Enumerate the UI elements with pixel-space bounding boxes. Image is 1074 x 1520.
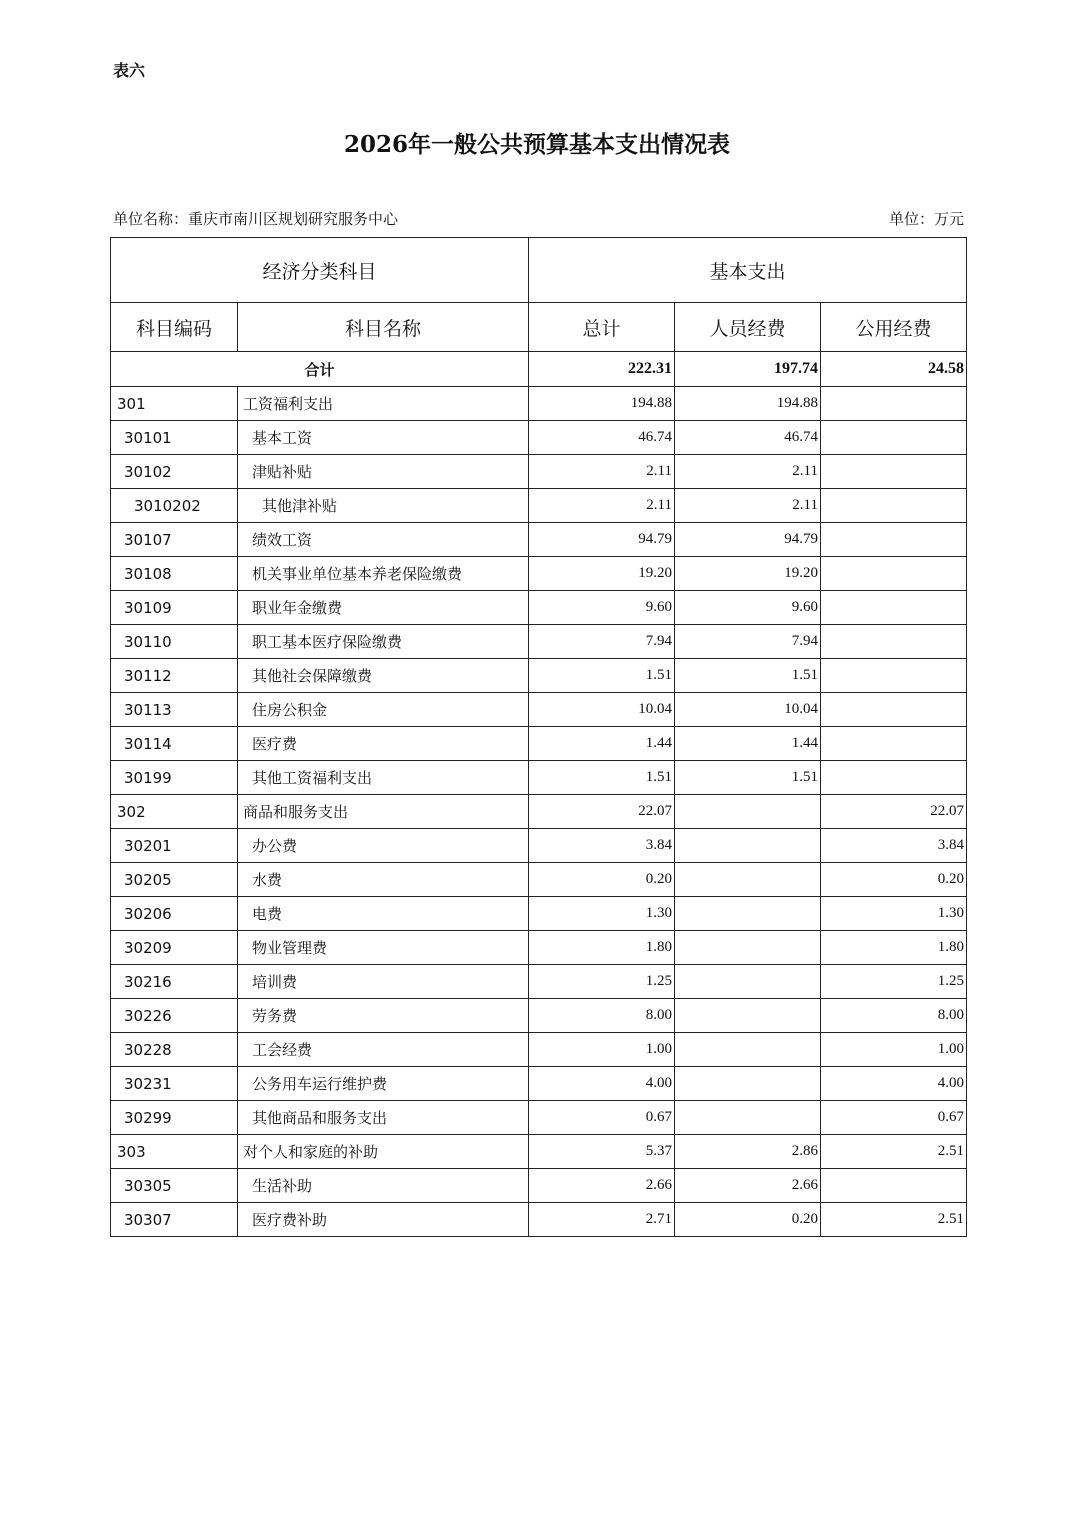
page-title: 2026年一般公共预算基本支出情况表 bbox=[343, 131, 730, 158]
row-personnel: 194.88 bbox=[675, 387, 821, 421]
row-personnel bbox=[675, 999, 821, 1033]
table-row bbox=[111, 421, 967, 455]
row-personnel: 2.66 bbox=[675, 1169, 821, 1203]
row-name: 住房公积金 bbox=[238, 693, 529, 727]
row-personnel bbox=[675, 863, 821, 897]
row-total: 3.84 bbox=[529, 829, 675, 863]
row-code: 30307 bbox=[111, 1203, 238, 1237]
row-public bbox=[821, 455, 967, 489]
row-total: 22.07 bbox=[529, 795, 675, 829]
row-public: 4.00 bbox=[821, 1067, 967, 1101]
table-row bbox=[111, 1169, 967, 1203]
row-code: 30109 bbox=[111, 591, 238, 625]
row-name: 其他社会保障缴费 bbox=[238, 659, 529, 693]
row-personnel: 2.86 bbox=[675, 1135, 821, 1169]
row-personnel bbox=[675, 931, 821, 965]
row-code: 30114 bbox=[111, 727, 238, 761]
row-personnel bbox=[675, 1067, 821, 1101]
row-total: 2.11 bbox=[529, 489, 675, 523]
row-code: 30110 bbox=[111, 625, 238, 659]
row-code: 30216 bbox=[111, 965, 238, 999]
row-public: 8.00 bbox=[821, 999, 967, 1033]
table-row bbox=[111, 591, 967, 625]
row-total: 2.11 bbox=[529, 455, 675, 489]
row-code: 30205 bbox=[111, 863, 238, 897]
header-basic-expenditure: 基本支出 bbox=[529, 238, 967, 303]
row-public bbox=[821, 523, 967, 557]
row-total: 0.67 bbox=[529, 1101, 675, 1135]
header-name: 科目名称 bbox=[238, 303, 529, 352]
row-personnel: 1.44 bbox=[675, 727, 821, 761]
header-row-columns bbox=[111, 303, 967, 352]
row-code: 30108 bbox=[111, 557, 238, 591]
row-total: 19.20 bbox=[529, 557, 675, 591]
header-personnel: 人员经费 bbox=[675, 303, 821, 352]
header-total: 总计 bbox=[529, 303, 675, 352]
row-personnel: 46.74 bbox=[675, 421, 821, 455]
row-name: 职工基本医疗保险缴费 bbox=[238, 625, 529, 659]
row-code: 30206 bbox=[111, 897, 238, 931]
row-code: 30299 bbox=[111, 1101, 238, 1135]
table-row bbox=[111, 489, 967, 523]
total-row bbox=[111, 352, 967, 387]
header-code: 科目编码 bbox=[111, 303, 238, 352]
row-name: 其他津补贴 bbox=[238, 489, 529, 523]
row-personnel bbox=[675, 897, 821, 931]
row-total: 7.94 bbox=[529, 625, 675, 659]
row-total: 1.51 bbox=[529, 659, 675, 693]
row-name: 医疗费补助 bbox=[238, 1203, 529, 1237]
row-public: 1.30 bbox=[821, 897, 967, 931]
currency-unit: 单位：万元 bbox=[888, 210, 964, 228]
table-row bbox=[111, 455, 967, 489]
row-public: 22.07 bbox=[821, 795, 967, 829]
row-personnel bbox=[675, 795, 821, 829]
table-row bbox=[111, 1067, 967, 1101]
row-code: 30305 bbox=[111, 1169, 238, 1203]
header-row-group bbox=[111, 238, 967, 303]
header-economic-category: 经济分类科目 bbox=[111, 238, 529, 303]
row-code: 301 bbox=[111, 387, 238, 421]
row-name: 津贴补贴 bbox=[238, 455, 529, 489]
row-public bbox=[821, 591, 967, 625]
row-public bbox=[821, 1169, 967, 1203]
row-name: 绩效工资 bbox=[238, 523, 529, 557]
row-public bbox=[821, 625, 967, 659]
row-total: 1.44 bbox=[529, 727, 675, 761]
row-name: 其他工资福利支出 bbox=[238, 761, 529, 795]
row-code: 303 bbox=[111, 1135, 238, 1169]
row-public bbox=[821, 659, 967, 693]
row-code: 30209 bbox=[111, 931, 238, 965]
row-personnel: 1.51 bbox=[675, 761, 821, 795]
row-name: 工会经费 bbox=[238, 1033, 529, 1067]
table-row bbox=[111, 387, 967, 421]
row-total: 9.60 bbox=[529, 591, 675, 625]
row-name: 公务用车运行维护费 bbox=[238, 1067, 529, 1101]
row-personnel bbox=[675, 965, 821, 999]
row-name: 机关事业单位基本养老保险缴费 bbox=[238, 557, 529, 591]
row-public bbox=[821, 421, 967, 455]
table-row bbox=[111, 761, 967, 795]
row-name: 培训费 bbox=[238, 965, 529, 999]
row-public bbox=[821, 557, 967, 591]
table-row bbox=[111, 557, 967, 591]
table-row bbox=[111, 693, 967, 727]
row-name: 办公费 bbox=[238, 829, 529, 863]
row-public bbox=[821, 761, 967, 795]
table-row bbox=[111, 1203, 967, 1237]
row-personnel: 2.11 bbox=[675, 455, 821, 489]
budget-table bbox=[110, 237, 967, 1237]
row-personnel bbox=[675, 829, 821, 863]
row-personnel: 94.79 bbox=[675, 523, 821, 557]
row-name: 其他商品和服务支出 bbox=[238, 1101, 529, 1135]
row-personnel bbox=[675, 1101, 821, 1135]
row-personnel: 7.94 bbox=[675, 625, 821, 659]
row-personnel bbox=[675, 1033, 821, 1067]
header-public: 公用经费 bbox=[821, 303, 967, 352]
row-total: 5.37 bbox=[529, 1135, 675, 1169]
total-amount: 222.31 bbox=[529, 352, 675, 387]
row-total: 1.80 bbox=[529, 931, 675, 965]
row-code: 30113 bbox=[111, 693, 238, 727]
unit-name: 单位名称：重庆市南川区规划研究服务中心 bbox=[113, 210, 399, 228]
table-row bbox=[111, 965, 967, 999]
row-code: 30226 bbox=[111, 999, 238, 1033]
row-public: 1.25 bbox=[821, 965, 967, 999]
row-public bbox=[821, 489, 967, 523]
row-total: 194.88 bbox=[529, 387, 675, 421]
row-code: 30228 bbox=[111, 1033, 238, 1067]
row-code: 30201 bbox=[111, 829, 238, 863]
row-name: 劳务费 bbox=[238, 999, 529, 1033]
row-total: 1.30 bbox=[529, 897, 675, 931]
row-personnel: 10.04 bbox=[675, 693, 821, 727]
row-name: 医疗费 bbox=[238, 727, 529, 761]
row-public: 2.51 bbox=[821, 1135, 967, 1169]
row-name: 工资福利支出 bbox=[238, 387, 529, 421]
table-row bbox=[111, 727, 967, 761]
row-name: 物业管理费 bbox=[238, 931, 529, 965]
row-personnel: 9.60 bbox=[675, 591, 821, 625]
row-total: 2.71 bbox=[529, 1203, 675, 1237]
table-number: 表六 bbox=[113, 61, 146, 80]
table-row bbox=[111, 829, 967, 863]
row-public: 0.20 bbox=[821, 863, 967, 897]
row-name: 基本工资 bbox=[238, 421, 529, 455]
row-total: 10.04 bbox=[529, 693, 675, 727]
row-code: 30102 bbox=[111, 455, 238, 489]
row-public: 2.51 bbox=[821, 1203, 967, 1237]
table-row bbox=[111, 1033, 967, 1067]
row-public: 0.67 bbox=[821, 1101, 967, 1135]
table-row bbox=[111, 897, 967, 931]
row-total: 8.00 bbox=[529, 999, 675, 1033]
row-total: 1.25 bbox=[529, 965, 675, 999]
row-public bbox=[821, 387, 967, 421]
table-row bbox=[111, 1135, 967, 1169]
row-code: 30107 bbox=[111, 523, 238, 557]
row-name: 生活补助 bbox=[238, 1169, 529, 1203]
row-public: 1.00 bbox=[821, 1033, 967, 1067]
row-name: 商品和服务支出 bbox=[238, 795, 529, 829]
row-total: 2.66 bbox=[529, 1169, 675, 1203]
row-public bbox=[821, 693, 967, 727]
row-name: 水费 bbox=[238, 863, 529, 897]
table-row bbox=[111, 1101, 967, 1135]
row-public bbox=[821, 727, 967, 761]
row-total: 46.74 bbox=[529, 421, 675, 455]
row-total: 94.79 bbox=[529, 523, 675, 557]
table-row bbox=[111, 999, 967, 1033]
row-personnel: 2.11 bbox=[675, 489, 821, 523]
row-code: 3010202 bbox=[111, 489, 238, 523]
table-row bbox=[111, 931, 967, 965]
table-row bbox=[111, 523, 967, 557]
row-personnel: 19.20 bbox=[675, 557, 821, 591]
table-row bbox=[111, 659, 967, 693]
row-personnel: 0.20 bbox=[675, 1203, 821, 1237]
table-row bbox=[111, 863, 967, 897]
total-label: 合计 bbox=[111, 352, 529, 387]
row-code: 30101 bbox=[111, 421, 238, 455]
row-personnel: 1.51 bbox=[675, 659, 821, 693]
row-total: 4.00 bbox=[529, 1067, 675, 1101]
row-code: 30231 bbox=[111, 1067, 238, 1101]
total-personnel: 197.74 bbox=[675, 352, 821, 387]
row-code: 30199 bbox=[111, 761, 238, 795]
row-name: 职业年金缴费 bbox=[238, 591, 529, 625]
row-code: 302 bbox=[111, 795, 238, 829]
row-total: 1.00 bbox=[529, 1033, 675, 1067]
row-name: 对个人和家庭的补助 bbox=[238, 1135, 529, 1169]
row-public: 1.80 bbox=[821, 931, 967, 965]
row-name: 电费 bbox=[238, 897, 529, 931]
total-public: 24.58 bbox=[821, 352, 967, 387]
table-row bbox=[111, 625, 967, 659]
row-total: 0.20 bbox=[529, 863, 675, 897]
row-total: 1.51 bbox=[529, 761, 675, 795]
row-code: 30112 bbox=[111, 659, 238, 693]
table-row bbox=[111, 795, 967, 829]
row-public: 3.84 bbox=[821, 829, 967, 863]
